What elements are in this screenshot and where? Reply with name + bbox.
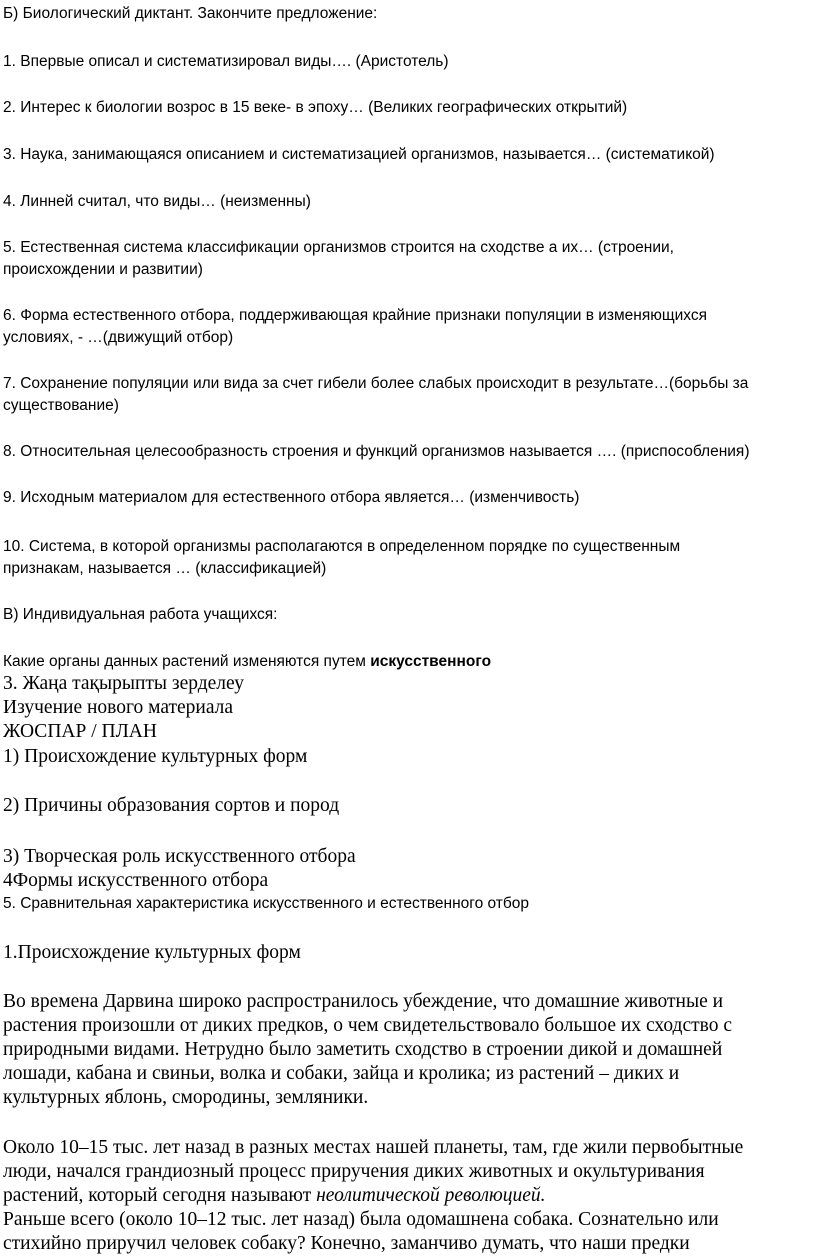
paragraph-2-line-3-text: растений, который сегодня называют <box>3 1185 317 1206</box>
paragraph-2-italic-term: неолитической революцией. <box>316 1185 546 1206</box>
dictation-item-8: 8. Относительная целесообразность строения и функций организмов называется …. (приспособления) <box>3 443 750 460</box>
plan-item-2: 2) Причины образования сортов и пород <box>3 795 340 816</box>
paragraph-2-line-3 <box>3 1184 813 1208</box>
paragraph-1-line-2: растения произошли от диких предков, о чем свидетельствовало большое их сходство с <box>3 1015 732 1036</box>
new-topic-kz-title: 3. Жаңа тақырыпты зерделеу <box>3 673 244 694</box>
paragraph-2-line-2: люди, начался грандиозный процесс приручения диких животных и окультуривания <box>3 1161 705 1182</box>
paragraph-1-line-3: природными видами. Нетрудно было заметить сходство в строении дикой и домашней <box>3 1039 723 1060</box>
section-1-paragraph-3 <box>3 1208 813 1256</box>
plan-item-3: 3) Творческая роль искусственного отбора <box>3 846 356 867</box>
dictation-item-9: 9. Исходным материалом для естественного отбора является… (изменчивость) <box>3 489 580 506</box>
plan-item-5: 5. Сравнительная характеристика искусственного и естественного отбор <box>3 895 530 912</box>
individual-heading: В) Индивидуальная работа учащихся: <box>3 606 278 623</box>
paragraph-1-line-5: культурных яблонь, смородины, земляники. <box>3 1087 369 1108</box>
paragraph-1-line-4: лошади, кабана и свиньи, волка и собаки, зайца и кролика; из растений – диких и <box>3 1063 680 1084</box>
plan-item-1: 1) Происхождение культурных форм <box>3 746 308 767</box>
dictation-item-4: 4. Линней считал, что виды… (неизменны) <box>3 193 311 210</box>
paragraph-3-line-2: стихийно приручил человек собаку? Конечно, заманчиво думать, что наши предки <box>3 1233 690 1254</box>
section-1-paragraph-1 <box>3 990 813 1110</box>
dictation-item-5-line-1: 5. Естественная система классификации организмов строится на сходстве а их… (строении, <box>3 239 674 256</box>
section-1-paragraph-2 <box>3 1136 813 1208</box>
paragraph-3-line-1: Раньше всего (около 10–12 тыс. лет назад) была одомашнена собака. Сознательно или <box>3 1209 719 1230</box>
plan-item-4: 4Формы искусственного отбора <box>3 870 269 891</box>
dictation-item-6-line-2: условиях, - …(движущий отбор) <box>3 329 234 346</box>
section-1-title: 1.Происхождение культурных форм <box>3 942 301 963</box>
new-topic-ru-title: Изучение нового материала <box>3 697 234 718</box>
individual-question <box>3 651 491 673</box>
paragraph-1-line-1: Во времена Дарвина широко распространилось убеждение, что домашние животные и <box>3 991 724 1012</box>
dictation-item-3: 3. Наука, занимающаяся описанием и систематизацией организмов, называется… (систематикой) <box>3 146 715 163</box>
dictation-item-6-line-1: 6. Форма естественного отбора, поддерживающая крайние признаки популяции в изменяющихся <box>3 307 707 324</box>
dictation-item-7-line-1: 7. Сохранение популяции или вида за счет гибели более слабых происходит в результате…(борьбы за <box>3 375 749 392</box>
dictation-heading: Б) Биологический диктант. Закончите предложение: <box>3 5 378 22</box>
paragraph-2-line-1: Около 10–15 тыс. лет назад в разных местах нашей планеты, там, где жили первобытные <box>3 1137 744 1158</box>
dictation-item-10-line-2: признакам, называется … (классификацией) <box>3 560 327 577</box>
individual-question-text: Какие органы данных растений изменяются путем <box>3 653 371 670</box>
individual-question-bold: искусственного <box>370 653 492 670</box>
dictation-item-1: 1. Впервые описал и систематизировал виды…. (Аристотель) <box>3 53 449 70</box>
dictation-item-2: 2. Интерес к биологии возрос в 15 веке- в эпоху… (Великих географических открытий) <box>3 99 628 116</box>
dictation-item-5-line-2: происхождении и развитии) <box>3 261 203 278</box>
plan-title: ЖОСПАР / ПЛАН <box>3 721 157 742</box>
dictation-item-7-line-2: существование) <box>3 397 119 414</box>
dictation-item-10-line-1: 10. Система, в которой организмы располагаются в определенном порядке по существенным <box>3 538 681 555</box>
